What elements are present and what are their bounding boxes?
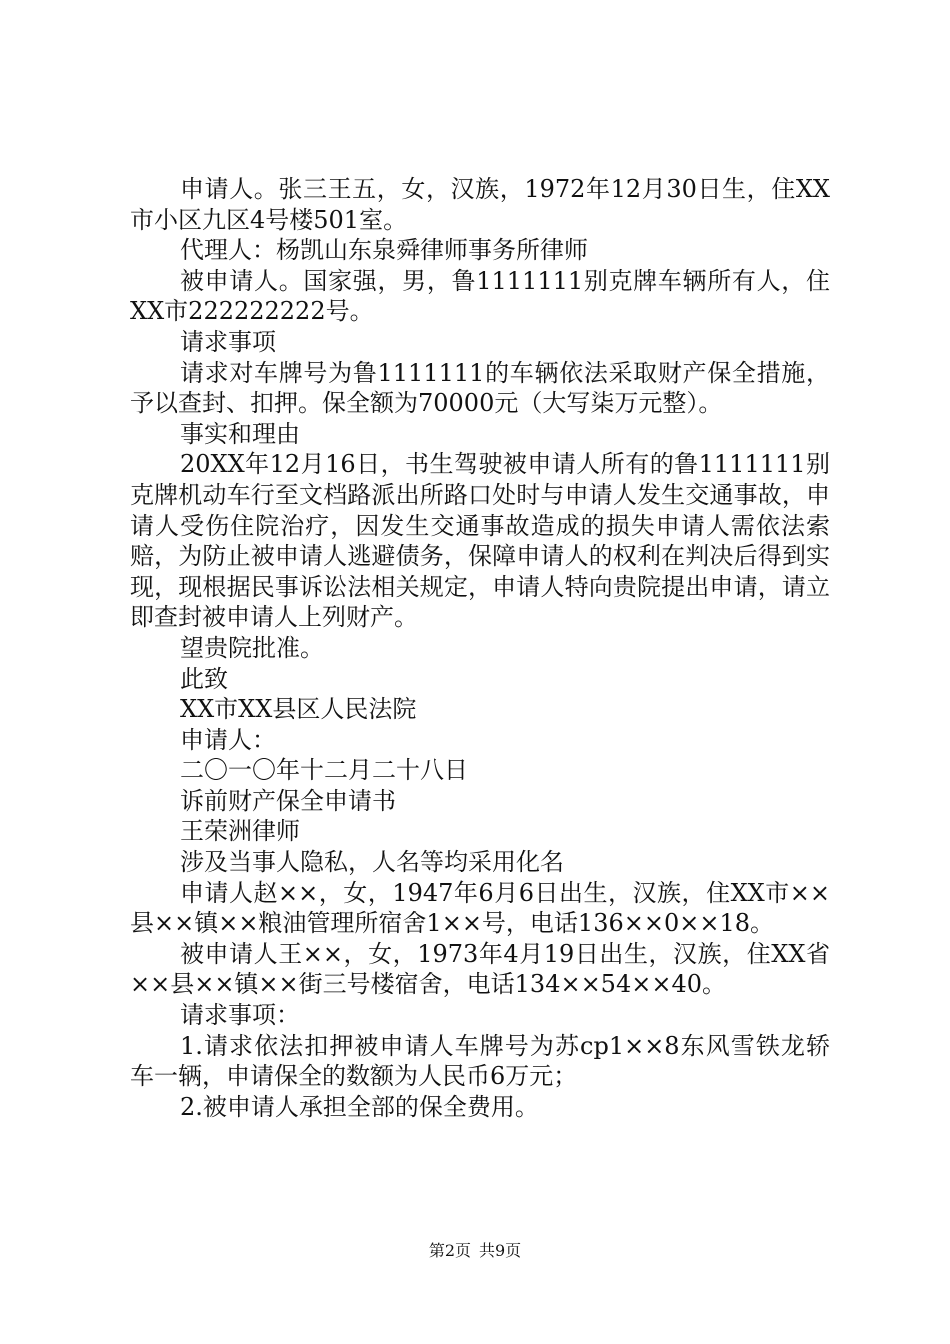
heading-request-items-2: 请求事项： [180, 1001, 300, 1030]
heading-request-items: 请求事项 [180, 327, 276, 356]
paragraph-privacy-note: 涉及当事人隐私，人名等均采用化名 [180, 848, 564, 877]
heading-second-document: 诉前财产保全申请书 [180, 786, 396, 815]
paragraph-approval: 望贵院批准。 [180, 633, 324, 662]
list-item-request-2: 2.被申请人承担全部的保全费用。 [180, 1092, 539, 1121]
paragraph-signature: 申请人： [180, 725, 276, 754]
paragraph-request: 请求对车牌号为鲁1111111的车辆依法采取财产保全措施，予以查封、扣押。保全额为70000元（大写柒万元整）。 [130, 358, 830, 418]
paragraph-date: 二〇一〇年十二月二十八日 [180, 756, 468, 785]
page-footer [0, 1241, 950, 1261]
page-number: 第2页 [428, 1241, 471, 1260]
paragraph-respondent: 被申请人。国家强，男，鲁1111111别克牌车辆所有人，住XX市222222222号。 [130, 266, 830, 326]
paragraph-salutation: 此致 [180, 664, 228, 693]
paragraph-court: XX市XX县区人民法院 [180, 695, 417, 724]
paragraph-author: 王荣洲律师 [180, 817, 300, 846]
paragraph-applicant: 申请人。张三王五，女，汉族，1972年12月30日生，住XX市小区九区4号楼501室。 [130, 175, 830, 234]
heading-facts-reasons: 事实和理由 [180, 419, 300, 448]
paragraph-applicant-2: 申请人赵××，女，1947年6月6日出生，汉族，住XX市××县××镇××粮油管理所宿舍1××号，电话136××0××18。 [130, 878, 830, 938]
list-item-request-1: 1.请求依法扣押被申请人车牌号为苏cp1××8东风雪铁龙轿车一辆，申请保全的数额为人民币6万元； [130, 1031, 830, 1091]
document-body [130, 174, 830, 1122]
page-total: 共9页 [479, 1241, 522, 1260]
paragraph-respondent-2: 被申请人王××，女，1973年4月19日出生，汉族，住XX省××县××镇××街三号楼宿舍，电话134××54××40。 [130, 939, 830, 999]
paragraph-agent: 代理人：杨凯山东泉舜律师事务所律师 [180, 236, 588, 265]
paragraph-facts: 20XX年12月16日，书生驾驶被申请人所有的鲁1111111别克牌机动车行至文档路派出所路口处时与申请人发生交通事故，申请人受伤住院治疗，因发生交通事故造成的损失申请人需依法索赔，为防止被申请人逃避债务，保障申请人的权利在判决后得到实现，现根据民事诉讼法相关规定，申请人特向贵院提出申请，请立即查封被申请人上列财产。 [130, 450, 830, 632]
